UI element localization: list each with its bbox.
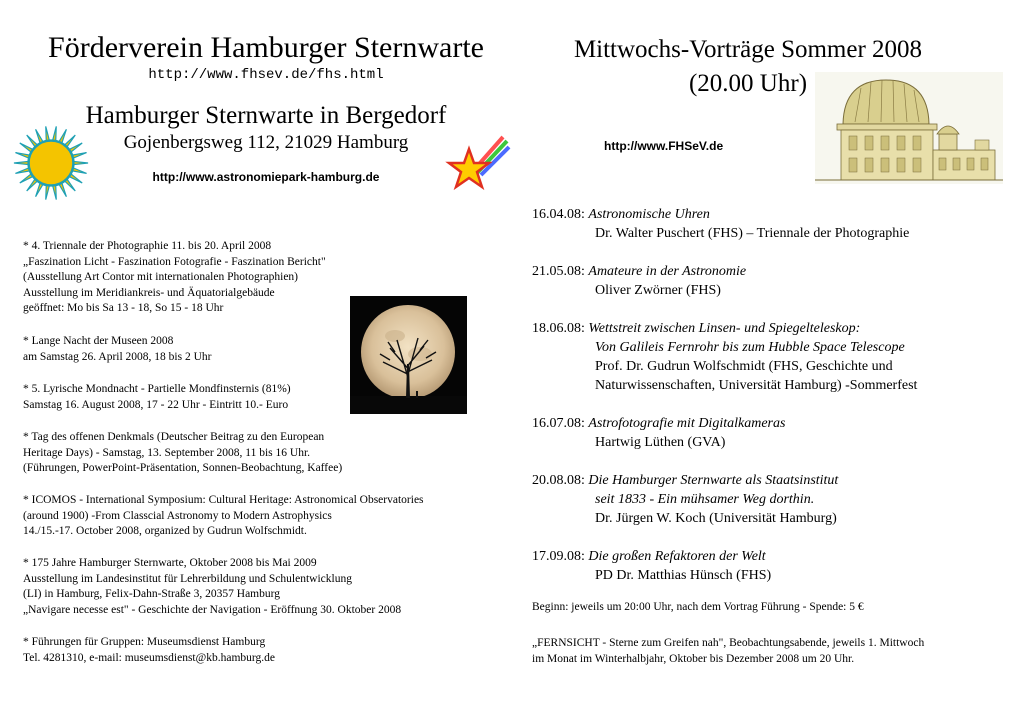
event-icomos: * ICOMOS - International Symposium: Cultural Heritage: Astronomical Observatories (around 1900) -From Classcial Astronomy to Modern Astrophysics 14./15.-17. October 2008, organized by Gudrun Wolfschmidt. <box>23 494 424 538</box>
event-triennale: * 4. Triennale der Photographie 11. bis 20. April 2008 „Faszination Licht - Faszination Fotografie - Faszination Bericht" (Ausstellung Art Contor mit internationalen Photographien) Ausstellung im Meridiankreis- und Äquatorialgebäude geöffnet: Mo bis Sa 13 - 18, So 15 - 18 Uhr <box>23 240 326 315</box>
lecture-time: (20.00 Uhr) <box>688 70 808 97</box>
talk-item: 16.04.08: Astronomische Uhren Dr. Walter Puschert (FHS) – Triennale der Photographie <box>532 207 910 241</box>
address: Gojenbergsweg 112, 21029 Hamburg <box>123 132 409 153</box>
sun-icon <box>12 124 90 202</box>
fhsev-url[interactable]: http://www.FHSeV.de <box>604 139 724 153</box>
event-175-jahre: * 175 Jahre Hamburger Sternwarte, Oktober 2008 bis Mai 2009 Ausstellung im Landesinstitut für Lehrerbildung und Schulentwicklung (LI) in Hamburg, Felix-Dahn-Straße 3, 20357 Hamburg „Navigare necesse est" - Geschichte der Navigation - Eröffnung 30. Oktober 2008 <box>23 557 402 616</box>
website-url[interactable]: http://www.fhsev.de/fhs.html <box>148 67 384 83</box>
talk-item: 20.08.08: Die Hamburger Sternwarte als Staatsinstitut seit 1833 - Ein mühsamer Weg dorthin. Dr. Jürgen W. Koch (Universität Hamburg) <box>532 473 839 526</box>
moon-tree-image <box>350 296 467 414</box>
fernsicht-note: „FERNSICHT - Sterne zum Greifen nah", Beobachtungsabende, jeweils 1. Mittwoch im Monat im Winterhalbjahr, Oktober bis Dezember 2008 um 20 Uhr. <box>532 637 925 665</box>
event-fuehrungen: * Führungen für Gruppen: Museumsdienst Hamburg Tel. 4281310, e-mail: museumsdienst@kb.hamburg.de <box>23 636 275 664</box>
event-lange-nacht: * Lange Nacht der Museen 2008 am Samstag 26. April 2008, 18 bis 2 Uhr <box>23 335 212 363</box>
talk-item: 16.07.08: Astrofotografie mit Digitalkameras Hartwig Lüthen (GVA) <box>532 416 786 450</box>
star-icon <box>445 135 511 201</box>
lecture-series-title: Mittwochs-Vorträge Sommer 2008 <box>573 36 923 63</box>
talk-item: 18.06.08: Wettstreit zwischen Linsen- und Spiegelteleskop: Von Galileis Fernrohr bis zum Hubble Space Telescope Prof. Dr. Gudrun Wolfschmidt (FHS, Geschichte und Naturwissenschaften, Universität Hamburg) -Sommerfest <box>532 321 918 393</box>
astronomiepark-url[interactable]: http://www.astronomiepark-hamburg.de <box>152 170 380 184</box>
start-time-note: Beginn: jeweils um 20:00 Uhr, nach dem Vortrag Führung - Spende: 5 € <box>532 601 864 613</box>
page-title: Förderverein Hamburger Sternwarte <box>48 31 484 64</box>
event-denkmal: * Tag des offenen Denkmals (Deutscher Beitrag zu den European Heritage Days) - Samstag, 13. September 2008, 11 bis 16 Uhr. (Führungen, PowerPoint-Präsentation, Sonnen-Beobachtung, Kaffee) <box>23 431 343 475</box>
talk-item: 17.09.08: Die großen Refaktoren der Welt PD Dr. Matthias Hünsch (FHS) <box>532 549 772 583</box>
talk-item: 21.05.08: Amateure in der Astronomie Oliver Zwörner (FHS) <box>532 264 747 298</box>
subtitle: Hamburger Sternwarte in Bergedorf <box>85 102 447 129</box>
observatory-image <box>815 72 1003 184</box>
event-mondnacht: * 5. Lyrische Mondnacht - Partielle Mondfinsternis (81%) Samstag 16. August 2008, 17 - 22 Uhr - Eintritt 10.- Euro <box>23 383 291 411</box>
